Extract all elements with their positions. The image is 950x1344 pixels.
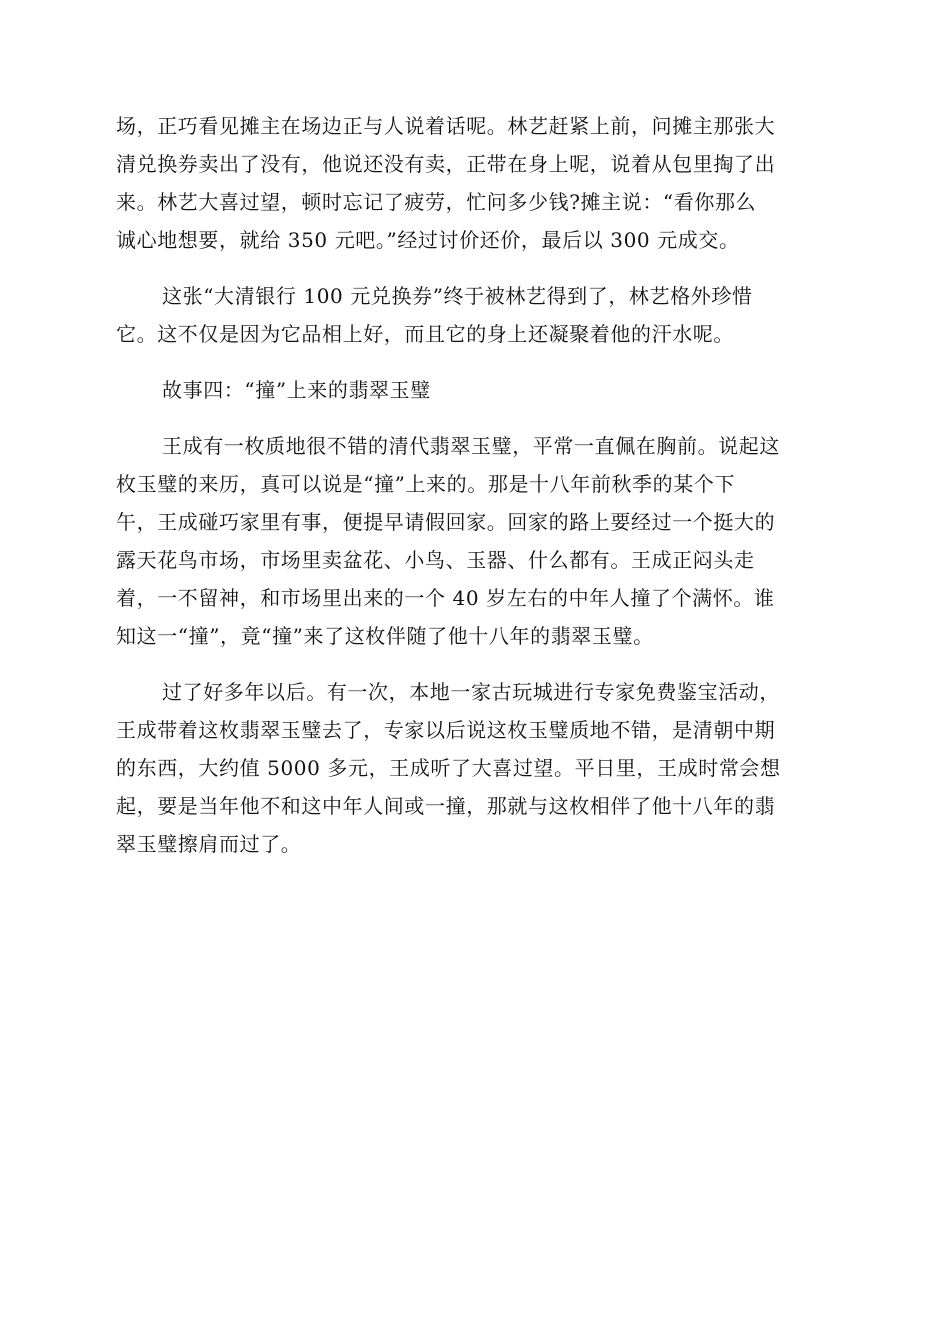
text-line: 来。林艺大喜过望，顿时忘记了疲劳，忙问多少钱?摊主说：“看你那么 xyxy=(116,190,757,214)
text-line: 知这一“撞”，竟“撞”来了这枚伴随了他十八年的翡翠玉璧。 xyxy=(116,624,654,648)
text-line: 它。这不仅是因为它品相上好，而且它的身上还凝聚着他的汗水呢。 xyxy=(116,322,734,346)
text-line: 午，王成碰巧家里有事，便提早请假回家。回家的路上要经过一个挺大的 xyxy=(116,510,776,534)
text-line: 场，正巧看见摊主在场边正与人说着话呢。林艺赶紧上前，问摊主那张大 xyxy=(116,114,776,138)
document-body xyxy=(116,107,836,863)
paragraph-appraisal xyxy=(116,673,836,863)
text-line: 露天花鸟市场，市场里卖盆花、小鸟、玉器、什么都有。王成正闷头走 xyxy=(116,548,755,572)
paragraph-exchange-note xyxy=(116,277,836,353)
text-line: 王成带着这枚翡翠玉璧去了，专家以后说这枚玉璧质地不错，是清朝中期 xyxy=(116,718,776,742)
text-line: 着，一不留神，和市场里出来的一个 40 岁左右的中年人撞了个满怀。谁 xyxy=(116,586,775,610)
paragraph-jade-origin xyxy=(116,427,836,655)
text-line: 起，要是当年他不和这中年人间或一撞，那就与这枚相伴了他十八年的翡 xyxy=(116,794,776,818)
text-line: 的东西，大约值 5000 多元，王成听了大喜过望。平日里，王成时常会想 xyxy=(116,756,781,780)
story-title: 故事四：“撞”上来的翡翠玉璧 xyxy=(162,378,431,402)
paragraph-continuation xyxy=(116,107,836,259)
text-line: 过了好多年以后。有一次，本地一家古玩城进行专家免费鉴宝活动， xyxy=(162,680,780,704)
text-line: 诚心地想要，就给 350 元吧。”经过讨价还价，最后以 300 元成交。 xyxy=(116,228,740,252)
text-line: 枚玉璧的来历，真可以说是“撞”上来的。那是十八年前秋季的某个下 xyxy=(116,472,736,496)
section-heading xyxy=(116,371,836,409)
text-line: 王成有一枚质地很不错的清代翡翠玉璧，平常一直佩在胸前。说起这 xyxy=(162,434,780,458)
text-line: 这张“大清银行 100 元兑换券”终于被林艺得到了，林艺格外珍惜 xyxy=(162,284,753,308)
text-line: 清兑换券卖出了没有，他说还没有卖，正带在身上呢，说着从包里掏了出 xyxy=(116,152,776,176)
text-line: 翠玉璧擦肩而过了。 xyxy=(116,832,302,856)
